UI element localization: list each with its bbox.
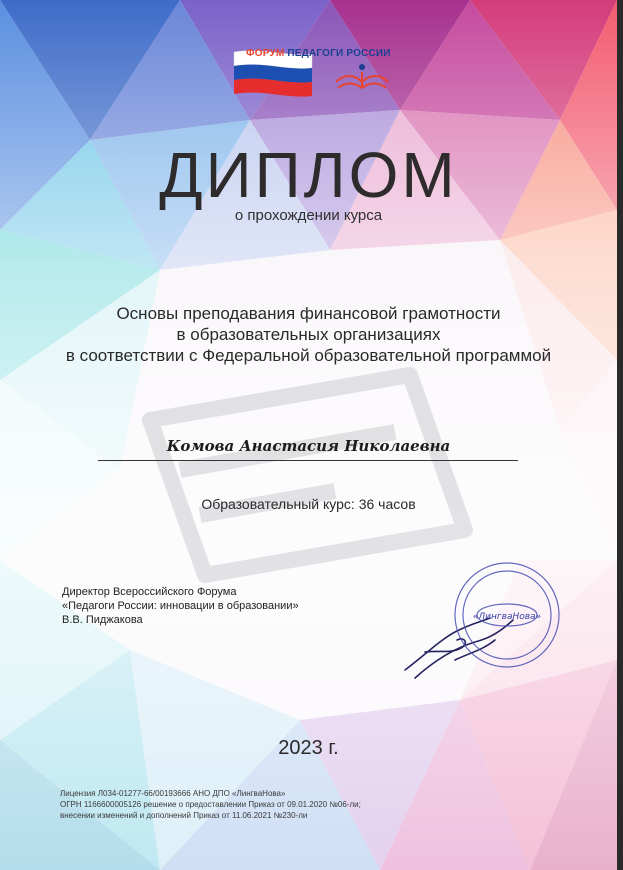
course-line: Основы преподавания финансовой грамотности — [116, 304, 501, 323]
diploma-title: ДИПЛОМ — [159, 139, 458, 211]
logo-text-teachers: ПЕДАГОГИ РОССИИ — [287, 48, 391, 59]
course-line: в образовательных организациях — [176, 325, 441, 344]
director-position: Директор Всероссийского Форума — [62, 586, 237, 598]
name-underline — [98, 460, 518, 461]
recipient-name: Комова Анастасия Николаевна — [166, 437, 451, 455]
diploma-year: 2023 г. — [278, 737, 339, 759]
diploma-subtitle: о прохождении курса — [234, 207, 383, 224]
director-organization: «Педагоги России: инновации в образовании» — [62, 600, 299, 612]
license-line: внесении изменений и дополнений Приказ от 11.06.2021 №230-ли — [60, 811, 308, 820]
stamp-center-text: «ЛингваНова» — [472, 612, 542, 622]
director-block — [62, 585, 299, 627]
logo-text — [246, 48, 391, 59]
stamp-and-signature — [395, 560, 575, 690]
logo-text-forum: ФОРУМ — [246, 48, 285, 59]
course-hours: Образовательный курс: 36 часов — [201, 496, 416, 512]
signature — [405, 618, 513, 678]
license-info — [60, 788, 361, 821]
license-line: Лицензия Л034-01277-66/00193666 АНО ДПО «ЛингваНова» — [60, 789, 286, 798]
license-line: ОГРН 1166600005126 решение о предоставлении Приказ от 09.01.2020 №06-ли; — [60, 800, 361, 809]
viewer-edge — [617, 0, 623, 870]
director-name: В.В. Пиджакова — [62, 614, 143, 626]
course-title — [0, 303, 617, 366]
course-line: в соответствии с Федеральной образовательной программой — [65, 346, 552, 365]
